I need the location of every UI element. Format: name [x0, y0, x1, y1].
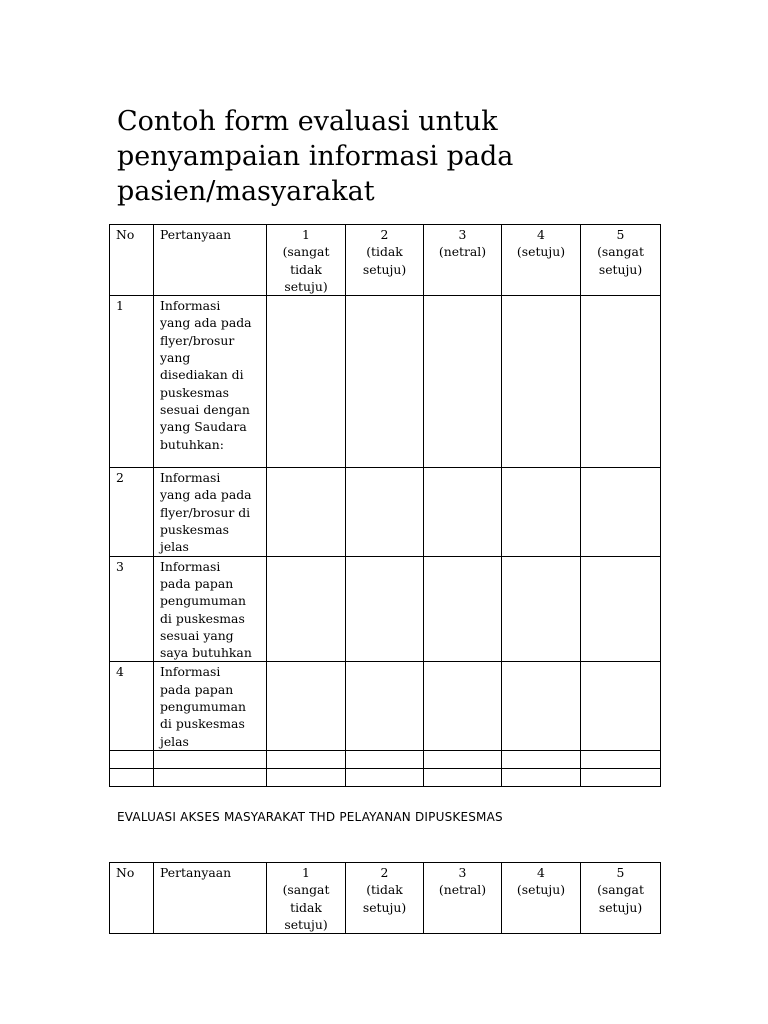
scale-number: 3: [458, 865, 467, 880]
question-line: jelas: [160, 539, 189, 555]
scale-description: setuju): [598, 899, 643, 915]
header-question: Pertanyaan: [154, 863, 267, 934]
scale-description: setuju): [598, 261, 643, 277]
answer-cell-2[interactable]: [346, 662, 424, 750]
header-question: Pertanyaan: [154, 225, 267, 296]
scale-description: (tidak: [366, 882, 403, 898]
question-line: puskesmas: [160, 384, 229, 400]
header-scale-2: [346, 863, 424, 934]
scale-description: setuju): [284, 278, 328, 294]
scale-description: setuju): [284, 916, 328, 932]
title-line: pasien/masyarakat: [117, 176, 375, 207]
table-row: [110, 662, 661, 750]
scale-number: 4: [537, 865, 545, 880]
scale-number: 1: [302, 865, 310, 880]
question-line: disediakan di: [160, 367, 244, 383]
question-line: yang: [160, 350, 191, 366]
title-line: penyampaian informasi pada: [117, 141, 514, 172]
answer-cell-3[interactable]: [424, 768, 502, 786]
question-text: [154, 768, 267, 786]
answer-cell-4[interactable]: [502, 750, 581, 768]
title-line: Contoh form evaluasi untuk: [117, 106, 498, 137]
question-line: Informasi: [160, 558, 221, 574]
row-number: 1: [110, 296, 154, 468]
question-line: Informasi: [160, 470, 221, 486]
header-scale-4: [502, 225, 581, 296]
answer-cell-3[interactable]: [424, 296, 502, 468]
question-text: [154, 750, 267, 768]
answer-cell-1[interactable]: [267, 296, 346, 468]
answer-cell-5[interactable]: [581, 662, 661, 750]
header-scale-5: [581, 225, 661, 296]
scale-description: (setuju): [516, 244, 566, 260]
table-row-empty: [110, 768, 661, 786]
question-line: yang ada pada: [160, 315, 252, 331]
scale-number: 5: [616, 865, 625, 880]
question-line: yang ada pada: [160, 487, 252, 503]
scale-description: (sangat: [597, 882, 644, 898]
row-number: 3: [110, 556, 154, 662]
question-line: yang Saudara: [160, 419, 247, 435]
answer-cell-1[interactable]: [267, 662, 346, 750]
table-header-row: [110, 225, 661, 296]
answer-cell-2[interactable]: [346, 768, 424, 786]
header-no: No: [110, 225, 154, 296]
scale-description: setuju): [362, 899, 407, 915]
answer-cell-3[interactable]: [424, 750, 502, 768]
answer-cell-5[interactable]: [581, 768, 661, 786]
page-title: [117, 104, 677, 209]
scale-number: 1: [302, 227, 310, 242]
table-row: [110, 556, 661, 662]
header-scale-4: [502, 863, 581, 934]
answer-cell-2[interactable]: [346, 468, 424, 556]
question-line: pengumuman: [160, 593, 247, 609]
question-line: sesuai yang: [160, 627, 234, 643]
question-line: flyer/brosur di: [160, 504, 251, 520]
header-scale-2: [346, 225, 424, 296]
table-row: [110, 296, 661, 468]
answer-cell-5[interactable]: [581, 556, 661, 662]
header-no: No: [110, 863, 154, 934]
answer-cell-4[interactable]: [502, 468, 581, 556]
question-text: [154, 468, 267, 556]
scale-description: (setuju): [516, 882, 566, 898]
answer-cell-1[interactable]: [267, 768, 346, 786]
table-row-empty: [110, 750, 661, 768]
evaluation-table-access: [109, 862, 661, 934]
header-scale-3: [424, 863, 502, 934]
question-line: pada papan: [160, 681, 234, 697]
question-text: [154, 556, 267, 662]
scale-description: (sangat: [282, 244, 330, 260]
answer-cell-5[interactable]: [581, 296, 661, 468]
question-line: saya butuhkan: [160, 645, 252, 661]
question-line: pada papan: [160, 575, 234, 591]
table-header-row: [110, 863, 661, 934]
scale-description: (netral): [438, 244, 487, 260]
scale-description: setuju): [362, 261, 407, 277]
question-line: di puskesmas: [160, 610, 245, 626]
header-scale-1: [267, 863, 346, 934]
row-number: [110, 750, 154, 768]
question-line: jelas: [160, 733, 189, 749]
answer-cell-5[interactable]: [581, 468, 661, 556]
section-heading: EVALUASI AKSES MASYARAKAT THD PELAYANAN DIPUSKESMAS: [117, 810, 503, 824]
scale-description: (tidak: [366, 244, 403, 260]
scale-description: (sangat: [597, 244, 644, 260]
answer-cell-3[interactable]: [424, 662, 502, 750]
row-number: [110, 768, 154, 786]
evaluation-table-information: [109, 224, 661, 787]
question-line: pengumuman: [160, 699, 247, 715]
row-number: 2: [110, 468, 154, 556]
scale-number: 2: [380, 227, 389, 242]
answer-cell-3[interactable]: [424, 556, 502, 662]
scale-number: 5: [616, 227, 625, 242]
answer-cell-4[interactable]: [502, 768, 581, 786]
question-line: di puskesmas: [160, 716, 245, 732]
answer-cell-4[interactable]: [502, 556, 581, 662]
question-line: Informasi: [160, 298, 221, 314]
row-number: 4: [110, 662, 154, 750]
question-line: flyer/brosur: [160, 332, 235, 348]
scale-number: 4: [537, 227, 545, 242]
answer-cell-5[interactable]: [581, 750, 661, 768]
header-scale-1: [267, 225, 346, 296]
answer-cell-1[interactable]: [267, 468, 346, 556]
question-line: sesuai dengan: [160, 401, 250, 417]
answer-cell-4[interactable]: [502, 662, 581, 750]
header-scale-3: [424, 225, 502, 296]
question-line: puskesmas: [160, 522, 229, 538]
question-line: Informasi: [160, 664, 221, 680]
answer-cell-1[interactable]: [267, 556, 346, 662]
scale-description: tidak: [290, 899, 322, 915]
answer-cell-1[interactable]: [267, 750, 346, 768]
answer-cell-2[interactable]: [346, 296, 424, 468]
answer-cell-3[interactable]: [424, 468, 502, 556]
question-text: [154, 296, 267, 468]
answer-cell-2[interactable]: [346, 556, 424, 662]
scale-description: (netral): [438, 882, 487, 898]
scale-description: (sangat: [282, 882, 330, 898]
scale-description: tidak: [290, 261, 322, 277]
question-line: butuhkan:: [160, 436, 224, 452]
table-row: [110, 468, 661, 556]
header-scale-5: [581, 863, 661, 934]
scale-number: 3: [458, 227, 467, 242]
answer-cell-2[interactable]: [346, 750, 424, 768]
answer-cell-4[interactable]: [502, 296, 581, 468]
question-text: [154, 662, 267, 750]
scale-number: 2: [380, 865, 389, 880]
